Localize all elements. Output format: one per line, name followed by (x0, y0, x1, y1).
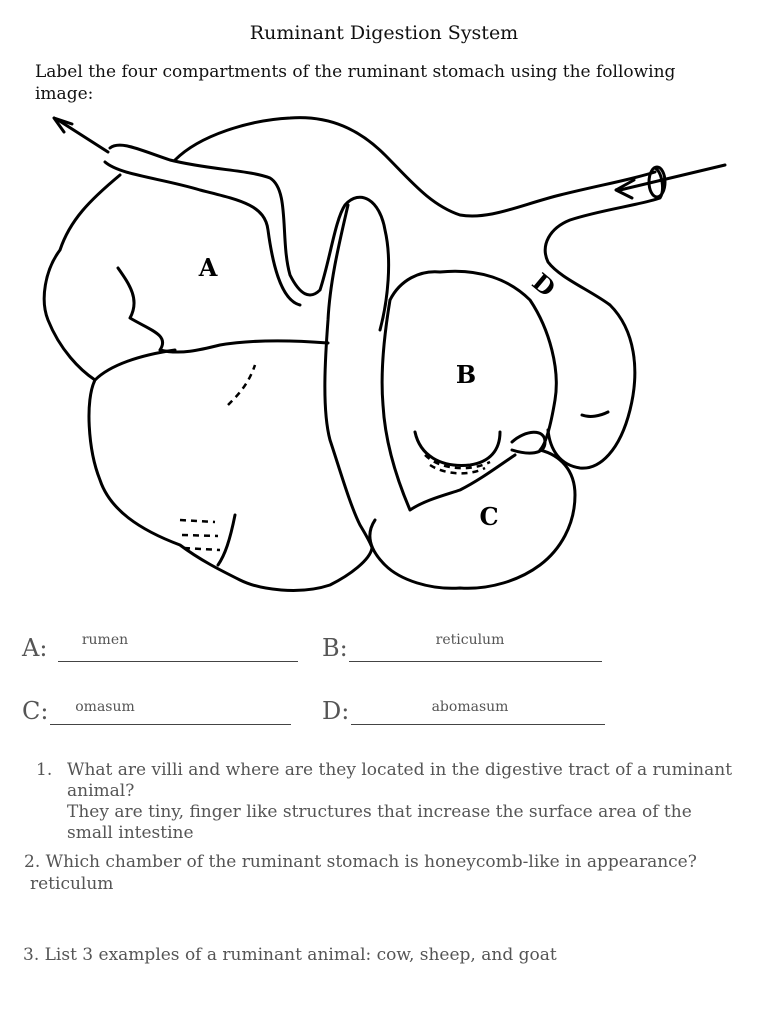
reticulum-inner (382, 300, 515, 510)
q2-answer: reticulum (30, 874, 114, 894)
answer-b-line (349, 661, 602, 662)
answer-d-value: abomasum (431, 699, 509, 715)
diagram-label-a: A (198, 253, 218, 282)
answer-c-line (50, 724, 291, 725)
esophagus-arrow-line (58, 120, 108, 152)
answer-d-key: D: (322, 697, 350, 725)
rumen-fold-2 (95, 350, 175, 380)
answer-c-key: C: (22, 697, 49, 725)
answer-b-value: reticulum (435, 632, 505, 648)
rumen-dash-2 (180, 520, 220, 550)
answer-c-value: omasum (75, 699, 135, 715)
rumen-top (175, 118, 655, 216)
rumen-outline (44, 175, 372, 590)
instruction-text: Label the four compartments of the ruminant stomach using the following image: (35, 62, 676, 104)
q1-block (67, 760, 737, 844)
q1-text: What are villi and where are they located in the digestive tract of a ruminant animal? (67, 760, 733, 801)
esophagus-arrowhead (54, 118, 72, 132)
esophagus-tube-inner (105, 162, 300, 305)
diagram-label-b: B (455, 360, 477, 389)
stomach-diagram (0, 105, 768, 605)
reticulum-bulb (512, 432, 545, 453)
q1-number: 1. (36, 760, 53, 780)
intestine-tube (545, 168, 662, 468)
abomasum-mark (582, 412, 608, 416)
esophagus-tube (110, 145, 389, 330)
diagram-label-c: C (479, 502, 499, 531)
answer-b-key: B: (322, 634, 348, 662)
rumen-fold-1 (118, 268, 328, 352)
rumen-inner-curve (218, 515, 235, 565)
omasum-fold (415, 432, 500, 465)
q2-text: 2. Which chamber of the ruminant stomach is honeycomb-like in appearance? (24, 852, 697, 872)
rumen-dash-1 (228, 365, 255, 405)
reticulum-outline (370, 271, 575, 588)
q1-answer: They are tiny, finger like structures that increase the surface area of the small intestine (67, 802, 692, 843)
answer-d-line (351, 724, 605, 725)
page-title: Ruminant Digestion System (249, 22, 519, 44)
answer-a-key: A: (22, 634, 48, 662)
q3-text: 3. List 3 examples of a ruminant animal: cow, sheep, and goat (23, 945, 557, 965)
answer-a-value: rumen (81, 632, 129, 648)
rumen-right-fold (325, 205, 372, 548)
diagram-label-d: D (526, 267, 562, 303)
answer-a-line (58, 661, 298, 662)
